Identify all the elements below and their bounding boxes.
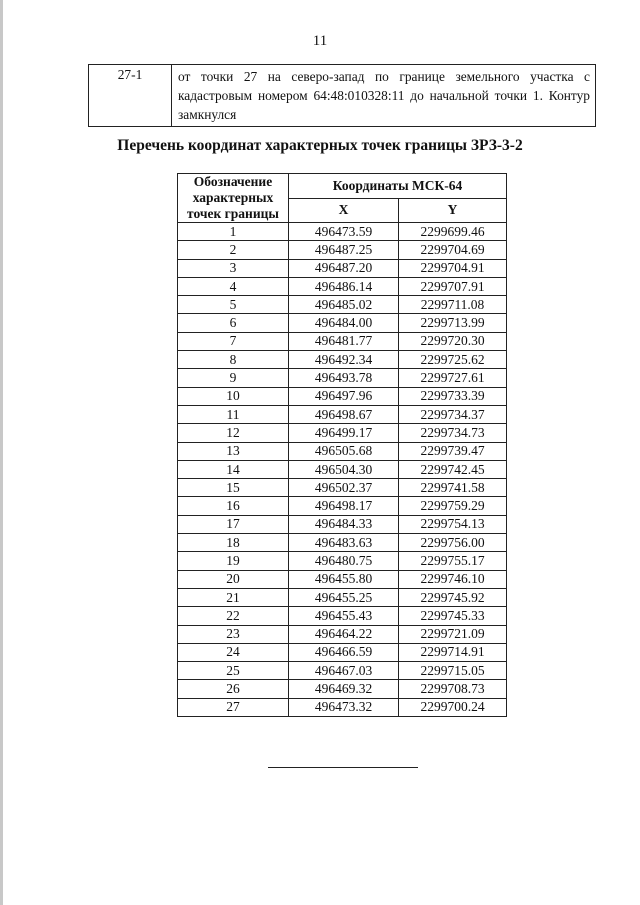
y-coordinate-cell: 2299708.73 — [399, 680, 507, 698]
table-row — [178, 607, 507, 625]
x-coordinate-cell: 496498.67 — [289, 405, 399, 423]
y-coordinate-cell: 2299742.45 — [399, 460, 507, 478]
x-coordinate-cell: 496469.32 — [289, 680, 399, 698]
point-id-cell: 16 — [178, 497, 289, 515]
signature-line — [268, 767, 418, 768]
y-coordinate-cell: 2299733.39 — [399, 387, 507, 405]
point-id-cell: 15 — [178, 479, 289, 497]
table-row — [178, 534, 507, 552]
point-id-cell: 11 — [178, 405, 289, 423]
point-id-cell: 4 — [178, 277, 289, 295]
x-coordinate-cell: 496455.25 — [289, 588, 399, 606]
x-coordinate-cell: 496483.63 — [289, 534, 399, 552]
boundary-description-table — [88, 64, 596, 127]
y-coordinate-cell: 2299725.62 — [399, 351, 507, 369]
x-coordinate-cell: 496467.03 — [289, 662, 399, 680]
y-coordinate-cell: 2299713.99 — [399, 314, 507, 332]
y-coordinate-cell: 2299700.24 — [399, 698, 507, 716]
y-coordinate-cell: 2299699.46 — [399, 223, 507, 241]
point-id-cell: 3 — [178, 259, 289, 277]
x-coordinate-cell: 496473.59 — [289, 223, 399, 241]
x-coordinate-cell: 496464.22 — [289, 625, 399, 643]
y-coordinate-cell: 2299715.05 — [399, 662, 507, 680]
point-id-cell: 5 — [178, 296, 289, 314]
segment-description: от точки 27 на северо-запад по границе земельного участка с кадастровым номером 64:48:010328:11 до начальной точки 1. Контур замкнулся — [172, 65, 596, 127]
y-coordinate-cell: 2299707.91 — [399, 277, 507, 295]
x-coordinate-cell: 496486.14 — [289, 277, 399, 295]
x-coordinate-cell: 496455.43 — [289, 607, 399, 625]
x-coordinate-cell: 496473.32 — [289, 698, 399, 716]
table-row — [178, 552, 507, 570]
x-coordinate-cell: 496487.25 — [289, 241, 399, 259]
segment-number: 27-1 — [89, 65, 172, 127]
point-id-cell: 13 — [178, 442, 289, 460]
coordinates-body — [178, 223, 507, 717]
table-row — [178, 424, 507, 442]
point-id-cell: 21 — [178, 588, 289, 606]
x-coordinate-cell: 496498.17 — [289, 497, 399, 515]
table-row — [178, 515, 507, 533]
x-coordinate-cell: 496481.77 — [289, 332, 399, 350]
point-id-cell: 27 — [178, 698, 289, 716]
y-coordinate-cell: 2299755.17 — [399, 552, 507, 570]
y-coordinate-cell: 2299739.47 — [399, 442, 507, 460]
table-row — [178, 680, 507, 698]
x-header: X — [289, 198, 399, 223]
table-row — [178, 332, 507, 350]
y-coordinate-cell: 2299714.91 — [399, 643, 507, 661]
y-coordinate-cell: 2299745.92 — [399, 588, 507, 606]
y-coordinate-cell: 2299759.29 — [399, 497, 507, 515]
y-coordinate-cell: 2299734.73 — [399, 424, 507, 442]
y-coordinate-cell: 2299727.61 — [399, 369, 507, 387]
x-coordinate-cell: 496485.02 — [289, 296, 399, 314]
x-coordinate-cell: 496492.34 — [289, 351, 399, 369]
point-id-cell: 6 — [178, 314, 289, 332]
table-row — [178, 387, 507, 405]
point-id-cell: 23 — [178, 625, 289, 643]
x-coordinate-cell: 496480.75 — [289, 552, 399, 570]
table-row — [178, 442, 507, 460]
x-coordinate-cell: 496455.80 — [289, 570, 399, 588]
table-row — [178, 588, 507, 606]
point-id-cell: 26 — [178, 680, 289, 698]
point-id-cell: 18 — [178, 534, 289, 552]
point-id-cell: 1 — [178, 223, 289, 241]
x-coordinate-cell: 496493.78 — [289, 369, 399, 387]
table-row — [178, 698, 507, 716]
point-id-cell: 10 — [178, 387, 289, 405]
table-row — [178, 277, 507, 295]
x-coordinate-cell: 496487.20 — [289, 259, 399, 277]
point-id-cell: 9 — [178, 369, 289, 387]
x-coordinate-cell: 496484.00 — [289, 314, 399, 332]
boundary-description-row — [89, 65, 596, 127]
x-coordinate-cell: 496497.96 — [289, 387, 399, 405]
table-row — [178, 241, 507, 259]
section-heading: Перечень координат характерных точек границы ЗРЗ-3-2 — [117, 137, 523, 154]
point-id-cell: 8 — [178, 351, 289, 369]
point-id-header: Обозначение характерных точек границы — [178, 174, 289, 223]
x-coordinate-cell: 496504.30 — [289, 460, 399, 478]
y-coordinate-cell: 2299734.37 — [399, 405, 507, 423]
y-coordinate-cell: 2299711.08 — [399, 296, 507, 314]
point-id-cell: 17 — [178, 515, 289, 533]
page-number: 11 — [312, 33, 328, 49]
table-row — [178, 223, 507, 241]
x-coordinate-cell: 496499.17 — [289, 424, 399, 442]
y-coordinate-cell: 2299746.10 — [399, 570, 507, 588]
table-row — [178, 460, 507, 478]
table-row — [178, 351, 507, 369]
x-coordinate-cell: 496502.37 — [289, 479, 399, 497]
point-id-cell: 19 — [178, 552, 289, 570]
table-row — [178, 625, 507, 643]
table-row — [178, 662, 507, 680]
table-row — [178, 497, 507, 515]
point-id-cell: 14 — [178, 460, 289, 478]
y-coordinate-cell: 2299754.13 — [399, 515, 507, 533]
table-row — [178, 479, 507, 497]
point-id-cell: 24 — [178, 643, 289, 661]
point-id-cell: 20 — [178, 570, 289, 588]
y-coordinate-cell: 2299704.69 — [399, 241, 507, 259]
table-row — [178, 369, 507, 387]
point-id-cell: 12 — [178, 424, 289, 442]
table-row — [178, 259, 507, 277]
point-id-cell: 25 — [178, 662, 289, 680]
y-coordinate-cell: 2299721.09 — [399, 625, 507, 643]
table-row — [178, 296, 507, 314]
coordinates-table — [177, 173, 507, 717]
table-row — [178, 643, 507, 661]
point-id-cell: 22 — [178, 607, 289, 625]
y-header: Y — [399, 198, 507, 223]
table-row — [178, 314, 507, 332]
x-coordinate-cell: 496505.68 — [289, 442, 399, 460]
table-row — [178, 570, 507, 588]
y-coordinate-cell: 2299745.33 — [399, 607, 507, 625]
y-coordinate-cell: 2299720.30 — [399, 332, 507, 350]
x-coordinate-cell: 496484.33 — [289, 515, 399, 533]
scan-edge-mark — [0, 0, 3, 905]
y-coordinate-cell: 2299741.58 — [399, 479, 507, 497]
point-id-cell: 7 — [178, 332, 289, 350]
point-id-cell: 2 — [178, 241, 289, 259]
x-coordinate-cell: 496466.59 — [289, 643, 399, 661]
coordinates-header: Координаты МСК-64 — [289, 174, 507, 199]
y-coordinate-cell: 2299704.91 — [399, 259, 507, 277]
table-row — [178, 405, 507, 423]
y-coordinate-cell: 2299756.00 — [399, 534, 507, 552]
